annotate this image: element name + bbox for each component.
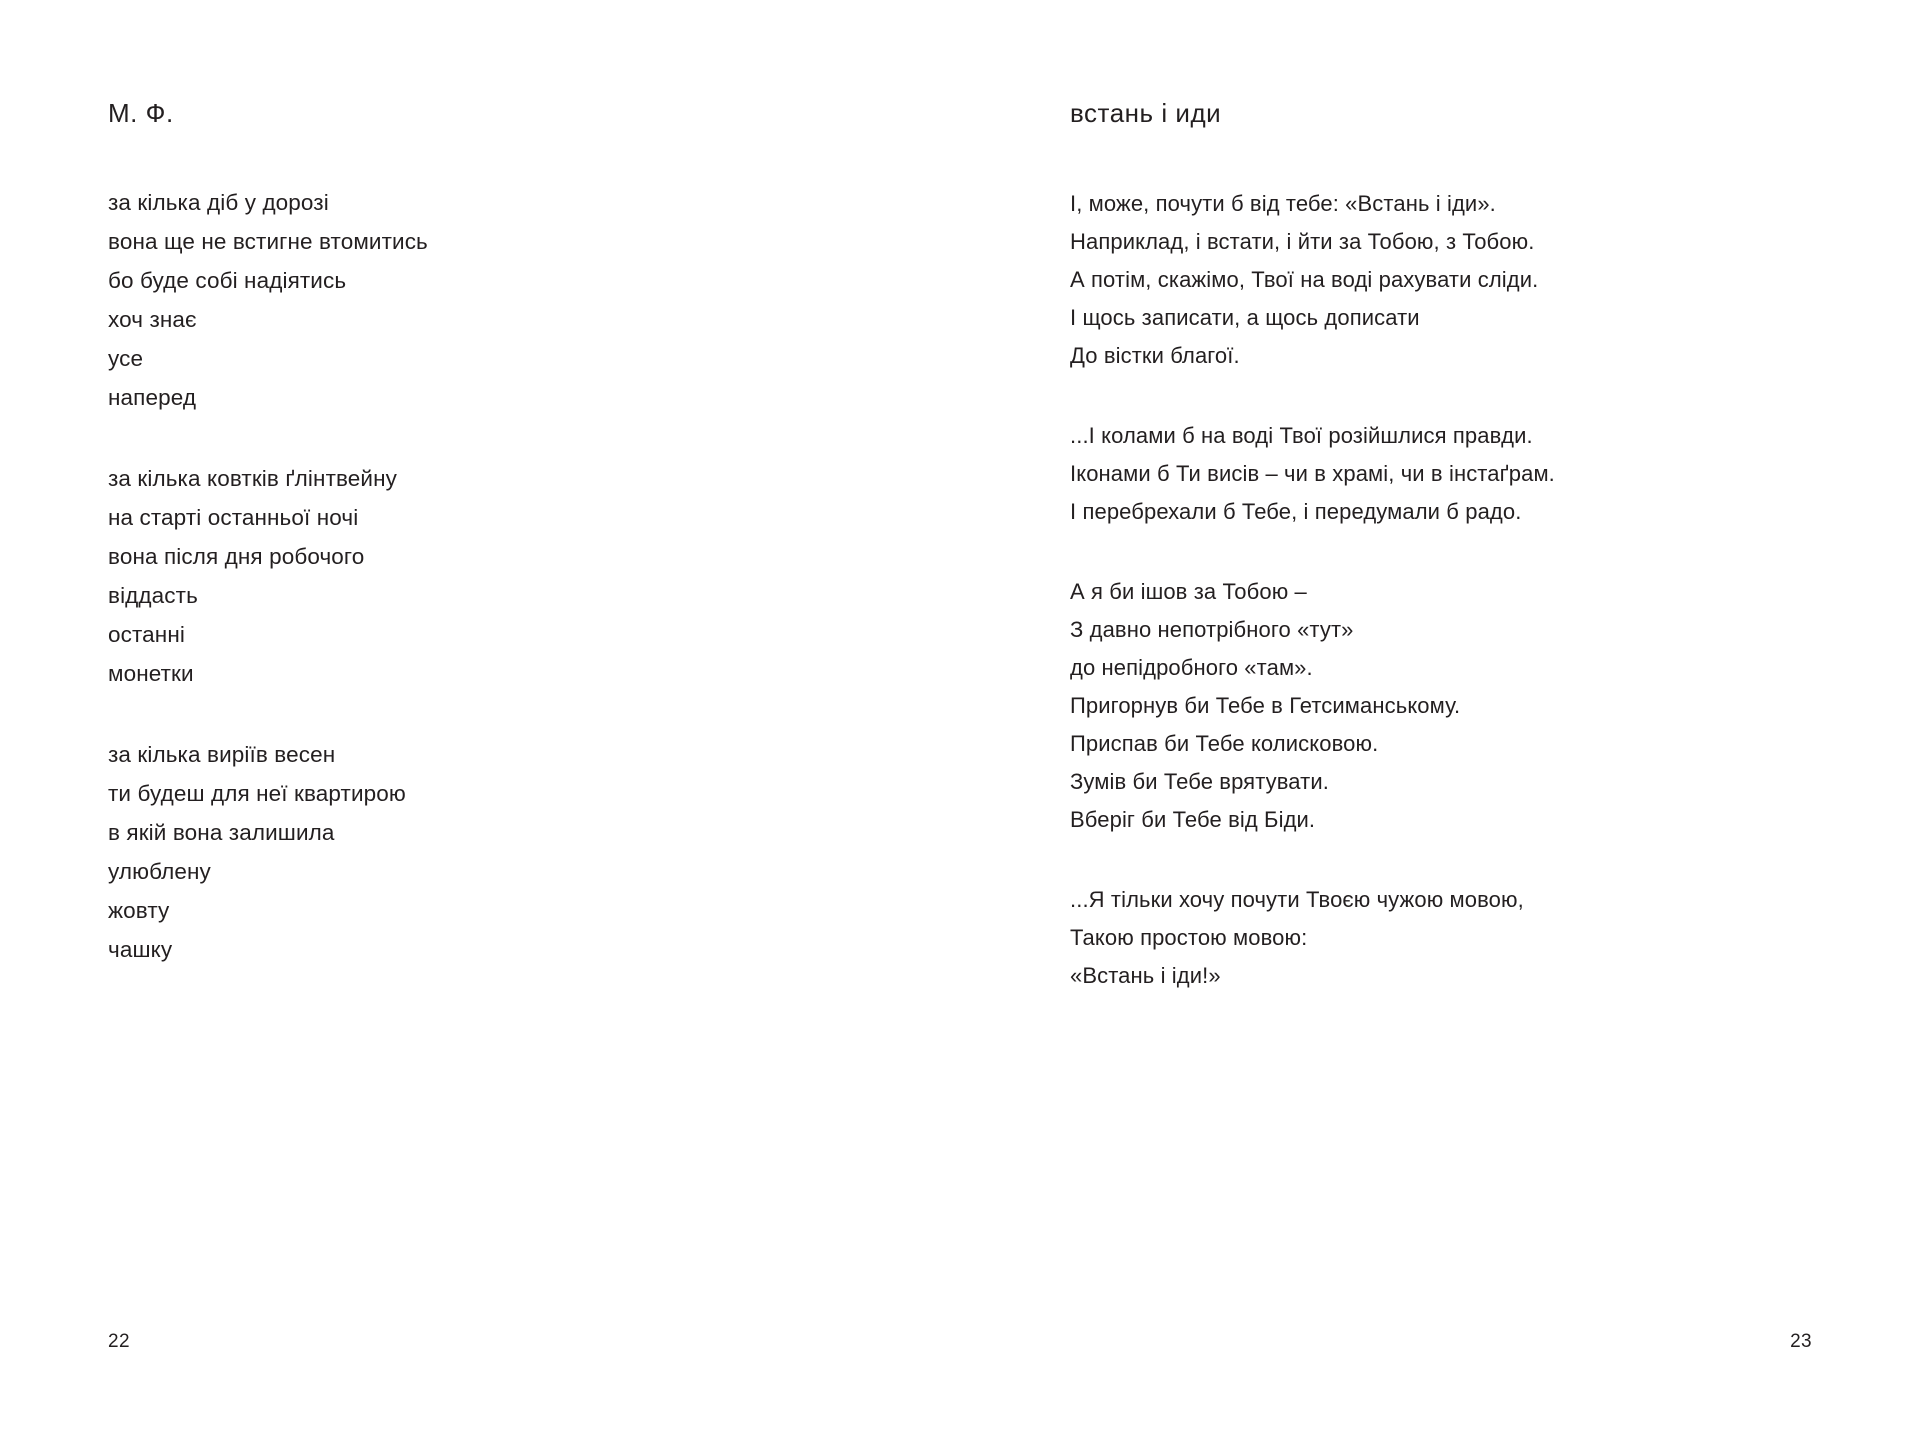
poem-line: А потім, скажімо, Твої на воді рахувати сліди.	[1070, 267, 1539, 293]
poem-line: хоч знає	[108, 307, 197, 333]
poem-line: бо буде собі надіятись	[108, 268, 347, 294]
poem-line: А я би ішов за Тобою –	[1070, 579, 1307, 605]
poem-line: улюблену	[108, 859, 211, 885]
poem-line: наперед	[108, 385, 197, 411]
poem-line: І, може, почути б від тебе: «Встань і іди».	[1070, 191, 1496, 217]
poem-line: Зумів би Тебе врятувати.	[1070, 769, 1329, 795]
poem-line: вона після дня робочого	[108, 544, 365, 570]
stanza	[108, 459, 830, 693]
poem-line: І щось записати, а щось дописати	[1070, 305, 1420, 331]
poem-line: До вістки благої.	[1070, 343, 1240, 369]
poem-line: монетки	[108, 661, 194, 687]
page-title: М. Ф.	[108, 98, 174, 128]
poem-line: Пригорнув би Тебе в Гетсиманському.	[1070, 693, 1461, 719]
page-number: 23	[1790, 1331, 1812, 1352]
poem-line: вона ще не встигне втомитись	[108, 229, 428, 255]
poem-line: до непідробного «там».	[1070, 655, 1313, 681]
poem-line: в якій вона залишила	[108, 820, 335, 846]
poem-line: за кілька ковтків ґлінтвейну	[108, 466, 398, 492]
poem-line: віддасть	[108, 583, 198, 609]
poem-line: І перебрехали б Тебе, і передумали б радо.	[1070, 499, 1522, 525]
stanza	[108, 183, 830, 417]
poem-line: Вберіг би Тебе від Біди.	[1070, 807, 1316, 833]
stanza	[1070, 573, 1800, 839]
stanza	[1070, 417, 1800, 531]
poem-line: за кілька виріїв весен	[108, 742, 336, 768]
stanza	[108, 735, 830, 969]
poem-line: за кілька діб у дорозі	[108, 190, 329, 216]
poem-line: ...Я тільки хочу почути Твоєю чужою мовою,	[1070, 887, 1524, 913]
page-title: встань і иди	[1070, 98, 1222, 128]
stanza	[1070, 185, 1800, 375]
poem-line: на старті останньої ночі	[108, 505, 359, 531]
poem-line: «Встань і іди!»	[1070, 963, 1221, 989]
poem-line: Приспав би Тебе колисковою.	[1070, 731, 1379, 757]
poem-line: жовту	[108, 898, 170, 924]
poem-line: Такою простою мовою:	[1070, 925, 1308, 951]
poem-line: Іконами б Ти висів – чи в храмі, чи в інстаґрам.	[1070, 461, 1555, 487]
poem-line: останні	[108, 622, 185, 648]
stanza	[1070, 881, 1800, 995]
poem-line: Наприклад, і встати, і йти за Тобою, з Тобою.	[1070, 229, 1535, 255]
right-page	[960, 0, 1920, 1445]
page-number: 22	[108, 1331, 130, 1352]
poem-line: ти будеш для неї квартирою	[108, 781, 406, 807]
poem-line: З давно непотрібного «тут»	[1070, 617, 1354, 643]
poem-line: ...І колами б на воді Твої розійшлися правди.	[1070, 423, 1533, 449]
poem-line: усе	[108, 346, 144, 372]
poem-line: чашку	[108, 937, 173, 963]
